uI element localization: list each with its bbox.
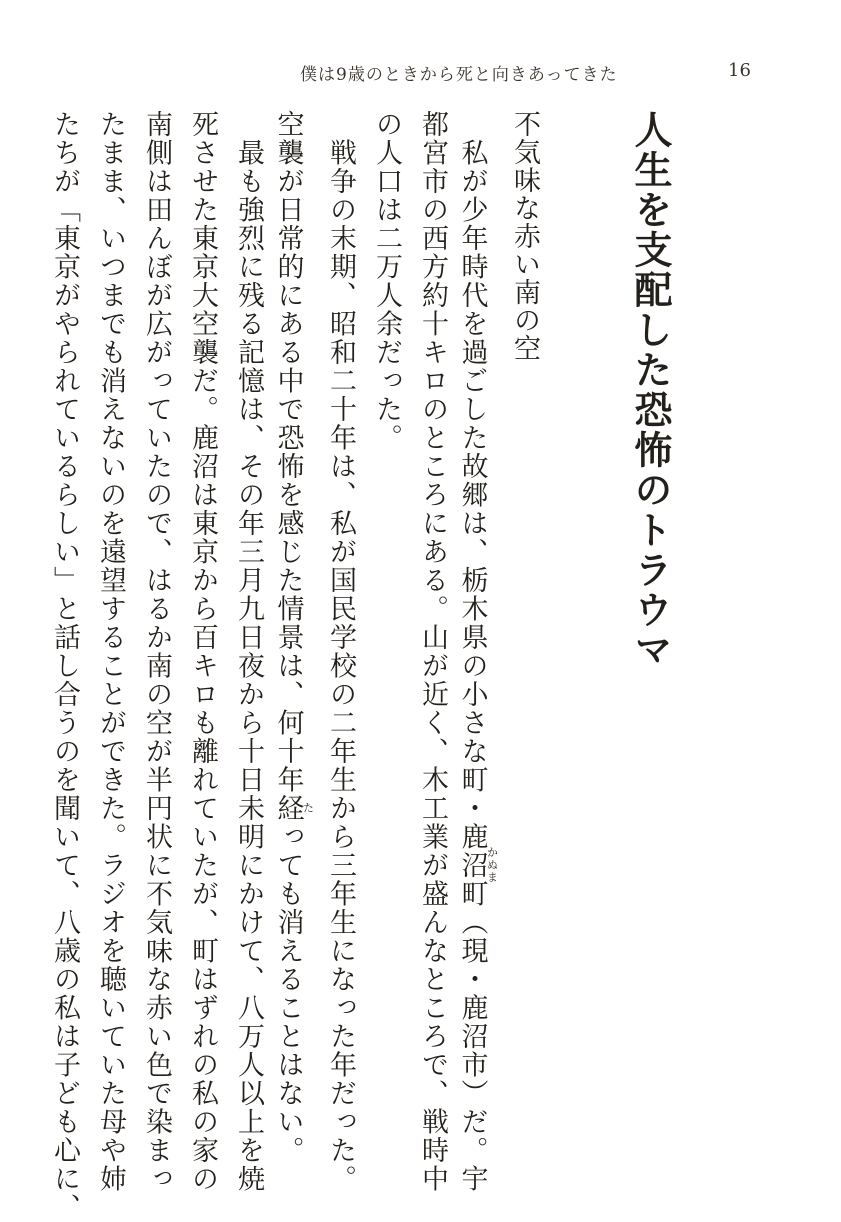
body-line: 最も強烈に残る記憶は、その年三月九日夜から十日未明にかけて、八万人以上を焼 <box>233 110 264 1193</box>
body-line: 南側は田んぼが広がっていたので、はるか南の空が半円状に不気味な赤い色で染まっ <box>141 110 172 1193</box>
ruby-tatte: 経た <box>272 794 315 823</box>
body-line: 戦争の末期、昭和二十年は、私が国民学校の二年生から三年生になった年だった。 <box>325 110 356 1193</box>
body-line: たまま、いつまでも消えないのを遠望することができた。ラジオを聴いていた母や姉 <box>95 110 126 1193</box>
body-line: 空襲が日常的にある中で恐怖を感じた情景は、何十年経たっても消えることはない。 <box>272 110 315 1165</box>
body-line: 都宮市の西方約十キロのところにある。山が近く、木工業が盛んなところで、戦時中 <box>417 110 448 1193</box>
body-line: たちが「東京がやられているらしい」と話し合うのを聞いて、八歳の私は子ども心に、 <box>49 110 80 1222</box>
body-line: の人口は二万人余だった。 <box>371 110 402 452</box>
chapter-title: 人生を支配した恐怖のトラウマ <box>628 110 672 670</box>
body-line: 死させた東京大空襲だ。鹿沼は東京から百キロも離れていたが、町はずれの私の家の <box>187 110 218 1193</box>
running-title: 僕は9歳のときから死と向きあってきた <box>300 65 618 85</box>
ruby-kanuma: 沼かぬま <box>456 846 499 884</box>
page-number: 16 <box>728 60 751 81</box>
body-line: 私が少年時代を過ごした故郷は、栃木県の小さな町・鹿沼かぬま町（現・鹿沼市）だ。宇 <box>456 110 499 1193</box>
section-heading: 不気味な赤い南の空 <box>509 110 540 362</box>
